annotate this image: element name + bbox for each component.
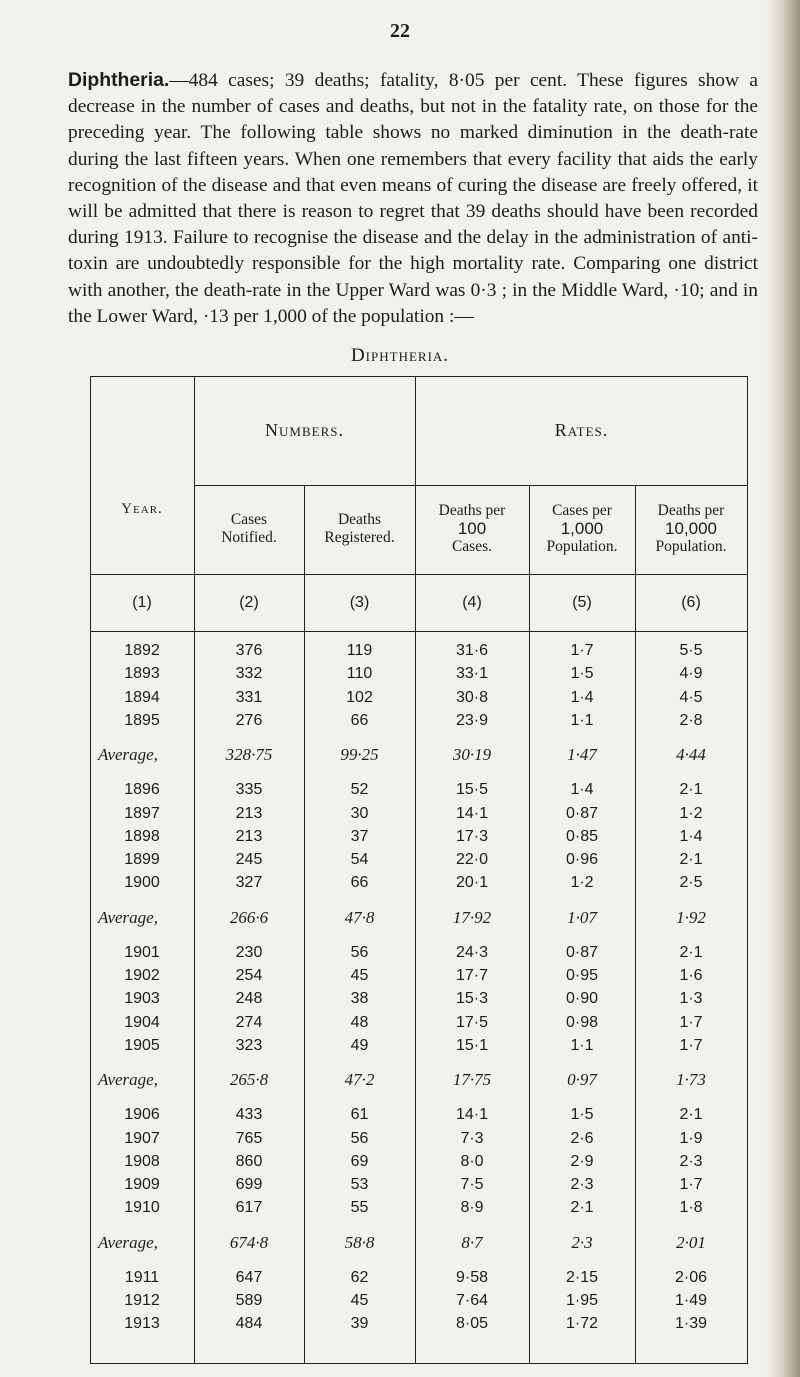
cell-cpt: 1·2 [570, 874, 594, 892]
header-rule [90, 574, 748, 575]
table-title: Diphtheria. [350, 345, 450, 366]
intro-paragraph [68, 67, 758, 330]
cell-dptt: 1·73 [676, 1070, 706, 1090]
cell-cpt: 1·95 [565, 1292, 599, 1309]
cell-cases: 266·6 [229, 907, 269, 927]
cell-dpc: 23·9 [455, 711, 489, 729]
cell-dpc: 30·8 [455, 688, 489, 706]
cell-year: 1908 [124, 1152, 160, 1170]
cell-cpt: 1·5 [570, 1106, 594, 1124]
cell-deaths: 110 [346, 665, 373, 683]
cell-dptt: 1·9 [679, 1129, 703, 1147]
cell-cases: 699 [235, 1176, 263, 1194]
cell-year: Average, [98, 907, 158, 927]
cell-dpc: 31·6 [455, 642, 489, 659]
cell-dpc: 17·7 [455, 967, 489, 984]
cell-year: 1896 [124, 781, 160, 799]
cell-cpt: 1·4 [570, 781, 594, 799]
col-deaths-per-100-header [415, 502, 529, 556]
cell-cases: 647 [235, 1268, 263, 1286]
cell-cpt: 0·90 [565, 990, 599, 1008]
average-row [90, 1233, 748, 1257]
cell-cases: 484 [235, 1315, 263, 1333]
cell-year: 1898 [124, 827, 160, 845]
cell-cpt: 2·3 [570, 1176, 594, 1194]
column-number: (2) [239, 594, 259, 611]
table-row [90, 828, 748, 852]
table-row [90, 1106, 748, 1130]
cell-cases: 376 [235, 642, 263, 659]
cell-year: 1905 [124, 1036, 160, 1054]
cell-year: Average, [98, 745, 158, 765]
cell-cpt: 1·7 [570, 642, 594, 659]
col-deaths-per-10000-header [635, 502, 747, 556]
column-number: (5) [572, 594, 592, 611]
cell-year: 1911 [124, 1268, 160, 1286]
cell-year: 1897 [124, 804, 160, 822]
table-row [90, 1292, 748, 1316]
average-row [90, 908, 748, 932]
cell-deaths: 119 [346, 642, 373, 659]
cell-deaths: 48 [350, 1013, 369, 1031]
cell-cases: 335 [235, 781, 263, 799]
cell-deaths: 38 [350, 990, 369, 1008]
cell-cpt: 2·6 [570, 1129, 594, 1147]
cell-cpt: 1·4 [570, 688, 594, 706]
cell-cases: 674·8 [229, 1232, 269, 1252]
table-row [90, 1153, 748, 1177]
table-row [90, 990, 748, 1014]
cell-dpc: 17·5 [455, 1013, 489, 1031]
cell-deaths: 55 [350, 1199, 369, 1217]
cell-dptt: 2·1 [679, 781, 703, 799]
cell-dptt: 1·7 [679, 1176, 703, 1194]
table-row [90, 967, 748, 991]
header-line: 10,000 [665, 519, 717, 538]
cell-dpc: 14·1 [455, 804, 489, 822]
cell-cases: 765 [235, 1129, 263, 1147]
average-row [90, 1070, 748, 1094]
cell-deaths: 99·25 [340, 745, 379, 765]
header-line: Population. [655, 538, 727, 555]
intro-lead: Diphtheria. [68, 69, 170, 91]
intro-text: —484 cases; 39 deaths; fatality, 8·05 per cent. These figures show a decrease in the number of cases and deaths, but not in the fatality rate, on those for the preceding year. The following table shows no marked diminution in the death-rate during the last fifteen years. When one remembers that every facility that aids the early recognition of the disease and that even means of curing the disease are freely offered, it will be admitted that there is reason to regret that 39 deaths should have been recorded during 1913. Failure to recognise the disease and the delay in the administration of anti-toxin are undoubtedly responsible for the high mortality rate. Comparing one district with another, the death-rate in the Upper Ward was 0·3 ; in the Middle Ward, ·10; and in the Lower Ward, ·13 per 1,000 of the population :— [68, 70, 758, 327]
cell-cpt: 2·9 [570, 1152, 594, 1170]
cell-dptt: 1·7 [679, 1013, 703, 1031]
cell-dptt: 1·2 [679, 804, 703, 822]
cell-deaths: 66 [350, 874, 369, 892]
cell-dpc: 14·1 [455, 1106, 489, 1124]
header-line: Registered. [324, 529, 395, 546]
column-number-rule [90, 631, 748, 632]
year-header: Year. [121, 501, 163, 517]
cell-year: 1893 [124, 665, 160, 683]
cell-year: 1899 [124, 851, 160, 869]
cell-dptt: 1·92 [676, 907, 706, 927]
cell-cpt: 0·96 [565, 851, 599, 869]
cell-year: 1904 [124, 1013, 160, 1031]
column-number: (4) [462, 594, 482, 611]
cell-cpt: 0·98 [565, 1013, 599, 1031]
cell-cpt: 1·72 [565, 1315, 599, 1333]
cell-year: Average, [98, 1232, 158, 1252]
cell-cases: 254 [235, 967, 263, 984]
cell-deaths: 69 [350, 1152, 369, 1170]
cell-year: 1901 [124, 943, 160, 961]
cell-dptt: 1·8 [679, 1199, 703, 1217]
cell-dptt: 2·1 [679, 851, 703, 869]
cell-dptt: 1·49 [674, 1292, 708, 1309]
cell-dpc: 9·58 [455, 1268, 489, 1286]
cell-dpc: 15·3 [455, 990, 489, 1008]
cell-deaths: 39 [350, 1315, 369, 1333]
cell-dpc: 15·5 [455, 781, 489, 799]
cell-dptt: 4·9 [679, 665, 703, 683]
cell-cases: 230 [235, 943, 263, 961]
cell-deaths: 47·2 [344, 1070, 375, 1090]
cell-dpc: 22·0 [455, 851, 489, 869]
cell-deaths: 37 [350, 827, 369, 845]
header-line: Cases [230, 511, 268, 528]
cell-dptt: 2·01 [676, 1232, 706, 1252]
header-line: 100 [457, 519, 487, 538]
cell-cases: 276 [235, 711, 263, 729]
cell-cases: 245 [235, 851, 263, 869]
cell-cases: 433 [235, 1106, 263, 1124]
table-bottom-border [90, 1363, 748, 1364]
cell-cases: 860 [235, 1152, 263, 1170]
cell-year: 1903 [124, 990, 160, 1008]
table-row [90, 642, 748, 666]
cell-year: 1895 [124, 711, 160, 729]
table-row [90, 851, 748, 875]
cell-deaths: 47·8 [344, 907, 375, 927]
cell-dptt: 4·5 [679, 688, 703, 706]
header-line: Population. [546, 538, 618, 555]
cell-year: Average, [98, 1070, 158, 1090]
cell-year: 1894 [124, 688, 160, 706]
table-row [90, 689, 748, 713]
cell-dptt: 1·39 [674, 1315, 708, 1333]
cell-cpt: 1·47 [567, 745, 597, 765]
cell-dpc: 15·1 [455, 1036, 489, 1054]
cell-deaths: 56 [350, 1129, 369, 1147]
diphtheria-table [90, 376, 748, 1364]
column-number: (1) [132, 594, 152, 611]
cell-deaths: 52 [350, 781, 369, 799]
table-row [90, 1037, 748, 1061]
cell-dpc: 8·0 [460, 1152, 484, 1170]
cell-cases: 331 [235, 688, 263, 706]
cell-cases: 617 [235, 1199, 263, 1217]
col-deaths-registered-header [304, 511, 415, 547]
cell-dpc: 17·3 [455, 827, 489, 845]
cell-dpc: 7·64 [455, 1292, 489, 1309]
table-row [90, 1176, 748, 1200]
header-line: 1,000 [560, 519, 604, 538]
cell-year: 1907 [124, 1129, 160, 1147]
cell-dptt: 2·1 [679, 943, 703, 961]
cell-cpt: 1·07 [567, 907, 597, 927]
cell-deaths: 62 [350, 1268, 369, 1286]
cell-cpt: 0·85 [565, 827, 599, 845]
header-line: Deaths [337, 511, 382, 528]
cell-cases: 323 [235, 1036, 263, 1054]
average-row [90, 745, 748, 769]
cell-dpc: 24·3 [455, 943, 489, 961]
header-line: Cases. [451, 538, 493, 555]
col-cases-per-1000-header [529, 502, 635, 556]
cell-dptt: 1·6 [679, 967, 703, 984]
header-line: Deaths per [438, 502, 506, 519]
cell-deaths: 53 [350, 1176, 369, 1194]
cell-cases: 213 [235, 804, 263, 822]
table-row [90, 874, 748, 898]
cell-cpt: 0·97 [567, 1070, 597, 1090]
header-line: Cases per [552, 502, 612, 519]
cell-cases: 589 [235, 1292, 263, 1309]
table-row [90, 781, 748, 805]
cell-dptt: 1·7 [679, 1036, 703, 1054]
cell-cases: 213 [235, 827, 263, 845]
cell-year: 1912 [124, 1292, 160, 1309]
cell-dpc: 7·3 [460, 1129, 484, 1147]
rates-group-header: Rates. [554, 420, 609, 440]
cell-dpc: 8·9 [460, 1199, 484, 1217]
cell-deaths: 61 [350, 1106, 369, 1124]
cell-year: 1900 [124, 874, 160, 892]
cell-deaths: 66 [350, 711, 369, 729]
cell-cases: 274 [235, 1013, 263, 1031]
cell-cpt: 0·87 [565, 804, 599, 822]
table-row [90, 1014, 748, 1038]
cell-deaths: 58·8 [344, 1232, 375, 1252]
cell-cases: 248 [235, 990, 263, 1008]
header-line: Notified. [221, 529, 277, 546]
table-row [90, 944, 748, 968]
cell-dpc: 17·75 [452, 1070, 492, 1090]
table-top-border [90, 376, 748, 377]
cell-dpc: 20·1 [455, 874, 489, 892]
column-number: (6) [681, 594, 701, 611]
cell-deaths: 49 [350, 1036, 369, 1054]
cell-cpt: 2·15 [565, 1268, 599, 1286]
table-row [90, 712, 748, 736]
cell-dptt: 2·3 [679, 1152, 703, 1170]
cell-cpt: 2·1 [570, 1199, 594, 1217]
table-row [90, 1315, 748, 1339]
cell-deaths: 30 [350, 804, 369, 822]
cell-deaths: 45 [350, 1292, 369, 1309]
cell-cpt: 2·3 [571, 1232, 593, 1252]
cell-year: 1892 [124, 642, 160, 659]
page-number: 22 [390, 20, 410, 42]
table-row [90, 665, 748, 689]
cell-dptt: 1·3 [679, 990, 703, 1008]
cell-dpc: 8·05 [455, 1315, 489, 1333]
cell-dpc: 7·5 [460, 1176, 484, 1194]
cell-dptt: 1·4 [679, 827, 703, 845]
cell-dpc: 30·19 [452, 745, 492, 765]
cell-cases: 332 [235, 665, 263, 683]
cell-cases: 328·75 [225, 745, 273, 765]
cell-cpt: 0·95 [565, 967, 599, 984]
cell-deaths: 54 [350, 851, 369, 869]
col-cases-notified-header [194, 511, 304, 547]
cell-year: 1902 [124, 967, 160, 984]
cell-deaths: 45 [350, 967, 369, 984]
cell-dptt: 4·44 [676, 745, 706, 765]
cell-dptt: 2·1 [679, 1106, 703, 1124]
cell-cpt: 1·1 [570, 1036, 594, 1054]
column-number: (3) [349, 594, 370, 611]
group-header-rule [194, 485, 748, 486]
numbers-group-header: Numbers. [265, 420, 344, 440]
cell-dptt: 2·5 [679, 874, 703, 892]
cell-dpc: 17·92 [452, 907, 492, 927]
cell-dpc: 33·1 [455, 665, 489, 683]
page-edge-shadow [766, 0, 800, 1377]
table-row [90, 1269, 748, 1293]
table-row [90, 1199, 748, 1223]
header-line: Deaths per [657, 502, 725, 519]
cell-cpt: 0·87 [565, 943, 599, 961]
cell-dptt: 2·06 [674, 1268, 708, 1286]
cell-cases: 265·8 [229, 1070, 269, 1090]
cell-dpc: 8·7 [461, 1232, 483, 1252]
table-row [90, 805, 748, 829]
cell-deaths: 102 [346, 688, 373, 706]
cell-year: 1910 [124, 1199, 160, 1217]
cell-deaths: 56 [350, 943, 369, 961]
cell-cases: 327 [235, 874, 263, 892]
cell-year: 1906 [124, 1106, 160, 1124]
cell-cpt: 1·1 [570, 711, 594, 729]
cell-dptt: 2·8 [679, 711, 703, 729]
cell-year: 1909 [124, 1176, 160, 1194]
cell-cpt: 1·5 [570, 665, 594, 683]
table-row [90, 1130, 748, 1154]
cell-dptt: 5·5 [679, 642, 703, 659]
cell-year: 1913 [124, 1315, 160, 1333]
